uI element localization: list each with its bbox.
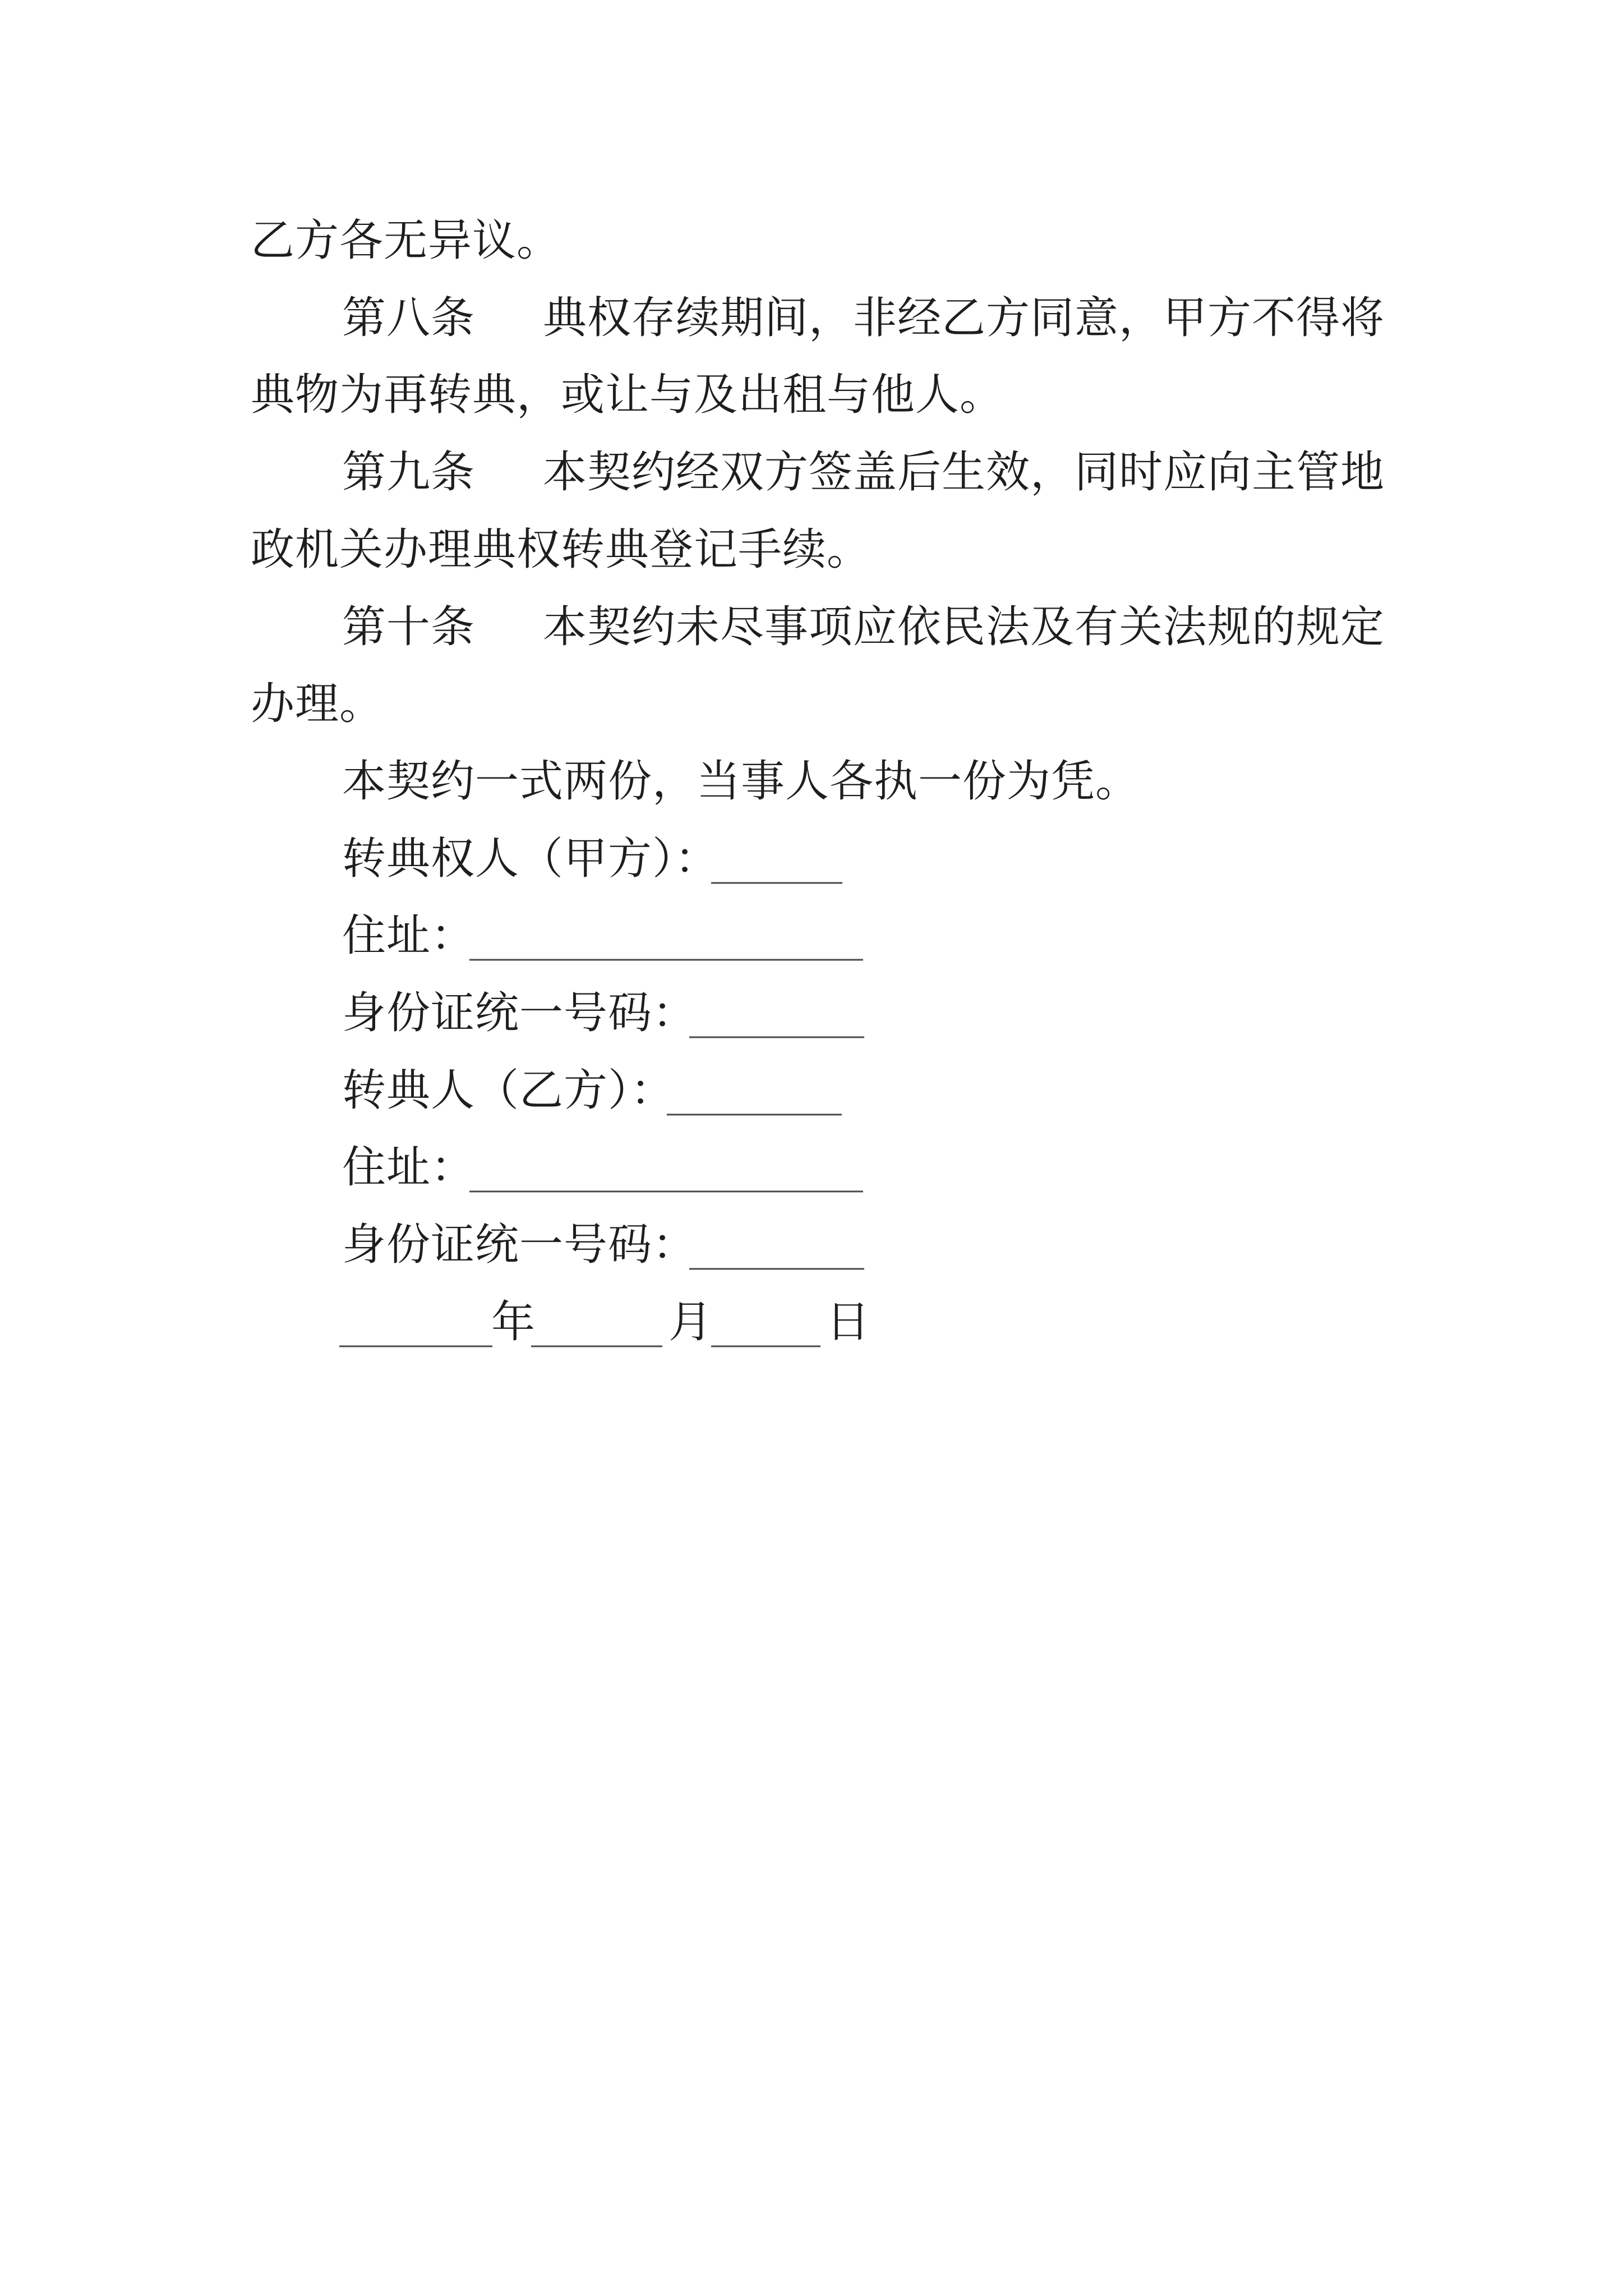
article-9-line-2: 政机关办理典权转典登记手续。 <box>251 524 872 575</box>
party-b-id-blank: ________ <box>689 1220 864 1270</box>
date-month-label: 月 <box>668 1297 713 1347</box>
party-b-address-blank: __________________ <box>469 1142 863 1193</box>
party-b-label: 转典人（乙方）： <box>342 1065 675 1116</box>
article-10-number: 第十条 <box>342 602 476 652</box>
article-9-number: 第九条 <box>342 447 476 498</box>
closing-statement: 本契约一式两份，当事人各执一份为凭。 <box>342 756 1140 807</box>
article-9-line-1: 本契约经双方签盖后生效，同时应向主管地 <box>543 447 1385 498</box>
date-year-blank: _______ <box>339 1297 492 1347</box>
party-b-id-label: 身份证统一号码： <box>342 1220 697 1270</box>
party-b-address-label: 住址： <box>342 1142 476 1193</box>
party-a-label: 转典权人（甲方）： <box>342 834 720 884</box>
party-a-blank: ______ <box>711 834 842 884</box>
party-a-address-blank: __________________ <box>469 910 863 961</box>
article-8-number: 第八条 <box>342 293 476 343</box>
party-a-id-label: 身份证统一号码： <box>342 988 697 1038</box>
article-8-line-1: 典权存续期间，非经乙方同意，甲方不得将 <box>543 293 1385 343</box>
article-10-line-2: 办理。 <box>251 679 384 729</box>
party-b-blank: ________ <box>667 1065 842 1116</box>
party-a-address-label: 住址： <box>342 910 476 961</box>
date-day-blank: _____ <box>711 1297 820 1347</box>
date-month-blank: ______ <box>531 1297 662 1347</box>
article-10-line-1: 本契约未尽事项应依民法及有关法规的规定 <box>543 602 1385 652</box>
party-a-id-blank: ________ <box>689 988 864 1038</box>
article-8-line-2: 典物为再转典，或让与及出租与他人。 <box>251 370 1004 420</box>
date-day-label: 日 <box>826 1297 871 1347</box>
date-year-label: 年 <box>491 1297 536 1347</box>
continuation-line: 乙方各无异议。 <box>251 215 561 266</box>
